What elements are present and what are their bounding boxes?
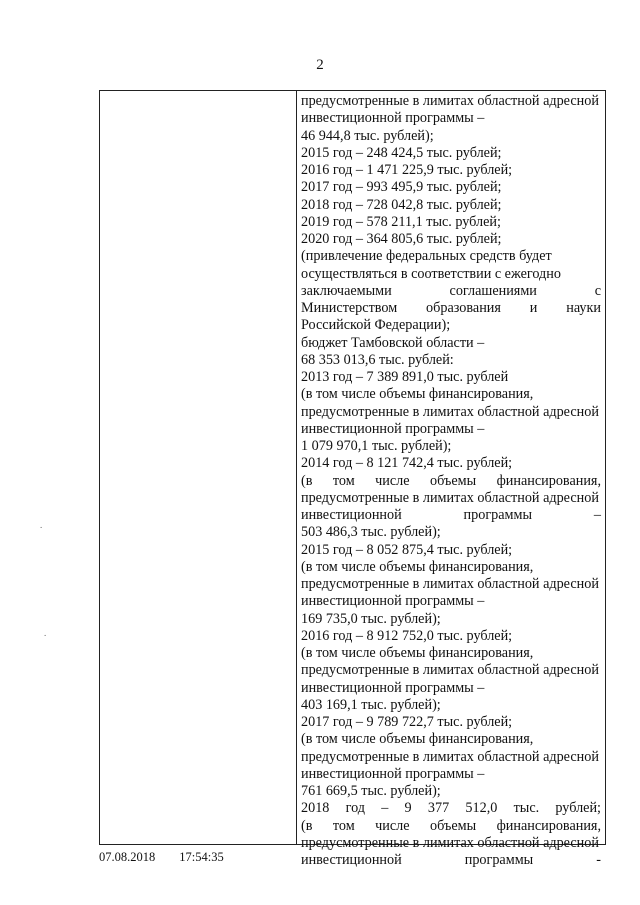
text-line: инвестиционной программы – [301, 679, 485, 696]
text-line: 2018 год – 9 377 512,0 тыс. рублей; [301, 800, 601, 817]
text-line: (в том числе объемы финансирования, [301, 731, 534, 748]
text-line: (привлечение федеральных средств будет [301, 248, 552, 265]
text-line: инвестиционной программы – [301, 765, 485, 782]
text-line: (в том числе объемы финансирования, [301, 645, 534, 661]
text-line: 2014 год – 8 121 742,4 тыс. рублей; [301, 455, 513, 472]
text-line: 503 486,3 тыс. рублей); [301, 524, 441, 541]
text-line: 68 353 013,6 тыс. рублей: [301, 351, 454, 368]
text-line: предусмотренные в лимитах областной адресной [301, 834, 599, 851]
text-line: предусмотренные в лимитах областной адресной [301, 748, 599, 765]
funding-text-cell [301, 93, 601, 868]
text-line: 2015 год – 8 052 875,4 тыс. рублей; [301, 541, 513, 558]
text-line: 2017 год – 993 495,9 тыс. рублей; [301, 179, 502, 196]
text-line: (в том числе объемы финансирования, [301, 472, 601, 489]
text-line: Министерством образования и науки [301, 300, 601, 316]
text-line: бюджет Тамбовской области – [301, 334, 485, 351]
column-divider [296, 91, 297, 844]
text-line: осуществляться в соответствии с ежегодно [301, 265, 561, 282]
text-line: предусмотренные в лимитах областной адресной [301, 403, 599, 420]
text-line: (в том числе объемы финансирования, [301, 558, 534, 575]
text-line: инвестиционной программы – [301, 593, 485, 610]
text-line: инвестиционной программы – [301, 507, 601, 523]
text-line: (в том числе объемы финансирования, [301, 386, 534, 403]
text-line: 1 079 970,1 тыс. рублей); [301, 438, 452, 454]
text-line: 2015 год – 248 424,5 тыс. рублей; [301, 144, 502, 161]
text-line: 46 944,8 тыс. рублей); [301, 127, 434, 144]
text-line: 2016 год – 1 471 225,9 тыс. рублей; [301, 162, 513, 178]
text-line: 2018 год – 728 042,8 тыс. рублей; [301, 196, 502, 213]
text-line: предусмотренные в лимитах областной адресной [301, 93, 599, 109]
text-line: 2016 год – 8 912 752,0 тыс. рублей; [301, 627, 513, 644]
scan-mark: . [44, 628, 47, 638]
text-line: Российской Федерации); [301, 317, 451, 334]
page-number: 2 [316, 57, 324, 73]
text-line: 761 669,5 тыс. рублей); [301, 783, 441, 799]
text-line: 2013 год – 7 389 891,0 тыс. рублей [301, 369, 509, 385]
text-line: инвестиционной программы - [301, 852, 601, 868]
text-line: заключаемыми соглашениями с [301, 282, 601, 299]
text-line: 2020 год – 364 805,6 тыс. рублей; [301, 231, 502, 247]
scan-mark: . [40, 520, 43, 530]
text-line: инвестиционной программы – [301, 420, 485, 437]
text-line: (в том числе объемы финансирования, [301, 817, 601, 834]
footer-timestamp [99, 850, 224, 865]
text-line: предусмотренные в лимитах областной адресной [301, 489, 599, 506]
text-line: предусмотренные в лимитах областной адресной [301, 576, 599, 592]
text-line: 169 735,0 тыс. рублей); [301, 610, 441, 627]
text-line: 2017 год – 9 789 722,7 тыс. рублей; [301, 714, 513, 730]
text-line: 403 169,1 тыс. рублей); [301, 696, 441, 713]
text-line: 2019 год – 578 211,1 тыс. рублей; [301, 213, 501, 230]
footer-date: 07.08.2018 [99, 850, 156, 864]
footer-time: 17:54:35 [179, 850, 224, 864]
text-line: инвестиционной программы – [301, 110, 485, 127]
text-line: предусмотренные в лимитах областной адресной [301, 662, 599, 679]
